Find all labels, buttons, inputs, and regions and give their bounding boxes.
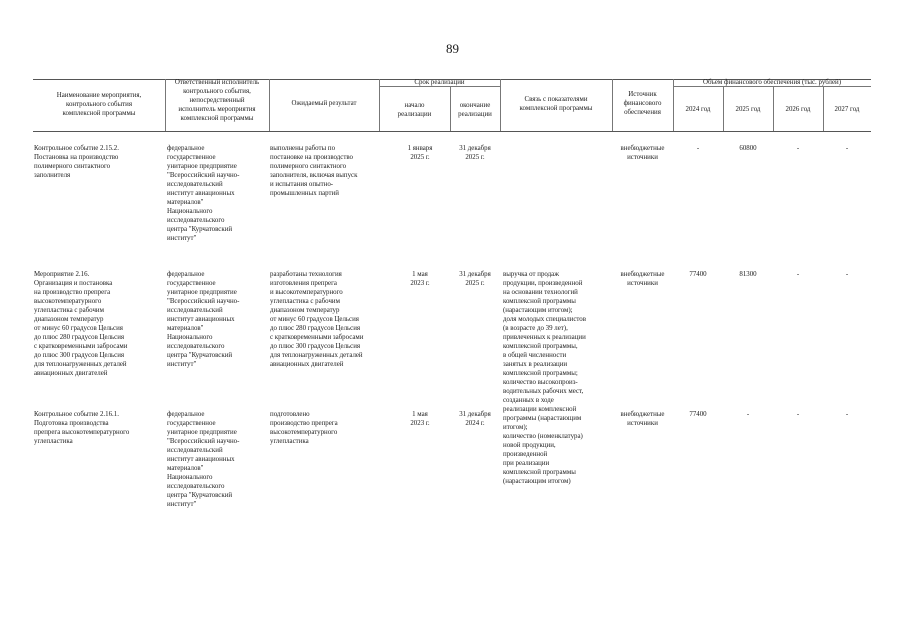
- header-bottom-border: [33, 131, 871, 132]
- header-name: Наименование мероприятия, контрольного события комплексной программы: [56, 92, 142, 117]
- header-finance-group: Объем финансового обеспечения (тыс. рублей): [702, 79, 842, 86]
- row-executor: федеральное государственное унитарное предприятие "Всероссийский научно- исследовательский институт авиационных материалов" Национального исследовательского центра "Курчатовский институт": [167, 145, 240, 242]
- header-end: окончание реализации: [458, 102, 492, 118]
- row-executor: федеральное государственное унитарное предприятие "Всероссийский научно- исследовательский институт авиационных материалов" Национального исследовательского центра "Курчатовский институт": [167, 411, 240, 508]
- row-2024: -: [696, 145, 700, 152]
- row-source: внебюджетные источники: [620, 271, 665, 287]
- header-2025: 2025 год: [735, 106, 761, 113]
- row-2025: 60800: [739, 145, 757, 152]
- row-2027: -: [845, 145, 849, 152]
- row-result: выполнены работы по постановке на производство полимерного синтактного заполнителя, включая выпуск и испытания опытно- промышленных партий: [270, 145, 358, 197]
- row-result: разработаны технология изготовления препрега и высокотемпературного углепластика с рабочим диапазоном температур от минус 60 градусов Цельсия до плюс 280 градусов Цельсия с кратковременными забросами до плюс 300 градусов Цельсия для теплонагруженных деталей авиационных двигателей: [270, 271, 364, 368]
- header-link: Связь с показателями комплексной программы: [519, 96, 593, 112]
- row-2025: 81300: [739, 271, 757, 278]
- header-period-group: Срок реализации: [414, 79, 465, 86]
- row-end: 31 декабря 2025 г.: [459, 145, 491, 161]
- row-2027: -: [845, 271, 849, 278]
- header-2024: 2024 год: [685, 106, 711, 113]
- row-source: внебюджетные источники: [620, 145, 665, 161]
- header-2026: 2026 год: [785, 106, 811, 113]
- header-start: начало реализации: [397, 102, 432, 118]
- row-start: 1 мая 2023 г.: [410, 411, 430, 427]
- header-result: Ожидаемый результат: [291, 100, 357, 107]
- row-2027: -: [845, 411, 849, 418]
- row-2024: 77400: [689, 411, 707, 418]
- row-name: Контрольное событие 2.16.1. Подготовка производства препрега высокотемпературного углепластика: [34, 411, 130, 445]
- row-name: Контрольное событие 2.15.2. Постановка на производство полимерного синтактного заполнителя: [34, 145, 119, 179]
- header-source: Источник финансового обеспечения: [623, 91, 662, 116]
- row-executor: федеральное государственное унитарное предприятие "Всероссийский научно- исследовательский институт авиационных материалов" Национального исследовательского центра "Курчатовский институт": [167, 271, 240, 368]
- row-2026: -: [796, 145, 800, 152]
- row-2024: 77400: [689, 271, 707, 278]
- page-number: 89: [446, 41, 459, 56]
- row-2025: -: [746, 411, 750, 418]
- row-name: Мероприятие 2.16. Организация и постановка на производство препрега высокотемпературного углепластика с рабочим диапазоном температур от минус 60 градусов Цельсия до плюс 280 градусов Цельсия с кратковременными забросами до плюс 300 градусов Цельсия для теплонагруженных деталей авиационных двигателей: [34, 271, 128, 377]
- row-link: выручка от продаж продукции, произведенной на основании технологий комплексной программы (нарастающим итогом); доля молодых специалистов (в возрасте до 39 лет), привлеченных к реализации комплексной программы, в общей численности занятых в реализации комплексной программы; количество высокопроиз- водительных рабочих мест, созданных в ходе реализации комплексной программы (нарастающим итогом); количество (номенклатура) новой продукции, произведенной при реализации комплексной программы (нарастающим итогом): [503, 271, 586, 485]
- row-end: 31 декабря 2025 г.: [459, 271, 491, 287]
- header-executor: Ответственный исполнитель контрольного события, непосредственный исполнитель мероприятия комплексной программы: [174, 79, 260, 122]
- row-result: подготовлено производство препрега высокотемпературного углепластика: [270, 411, 338, 445]
- row-start: 1 января 2025 г.: [407, 145, 433, 161]
- row-2026: -: [796, 271, 800, 278]
- row-2026: -: [796, 411, 800, 418]
- row-start: 1 мая 2023 г.: [410, 271, 430, 287]
- header-2027: 2027 год: [834, 106, 860, 113]
- row-end: 31 декабря 2024 г.: [459, 411, 491, 427]
- row-source: внебюджетные источники: [620, 411, 665, 427]
